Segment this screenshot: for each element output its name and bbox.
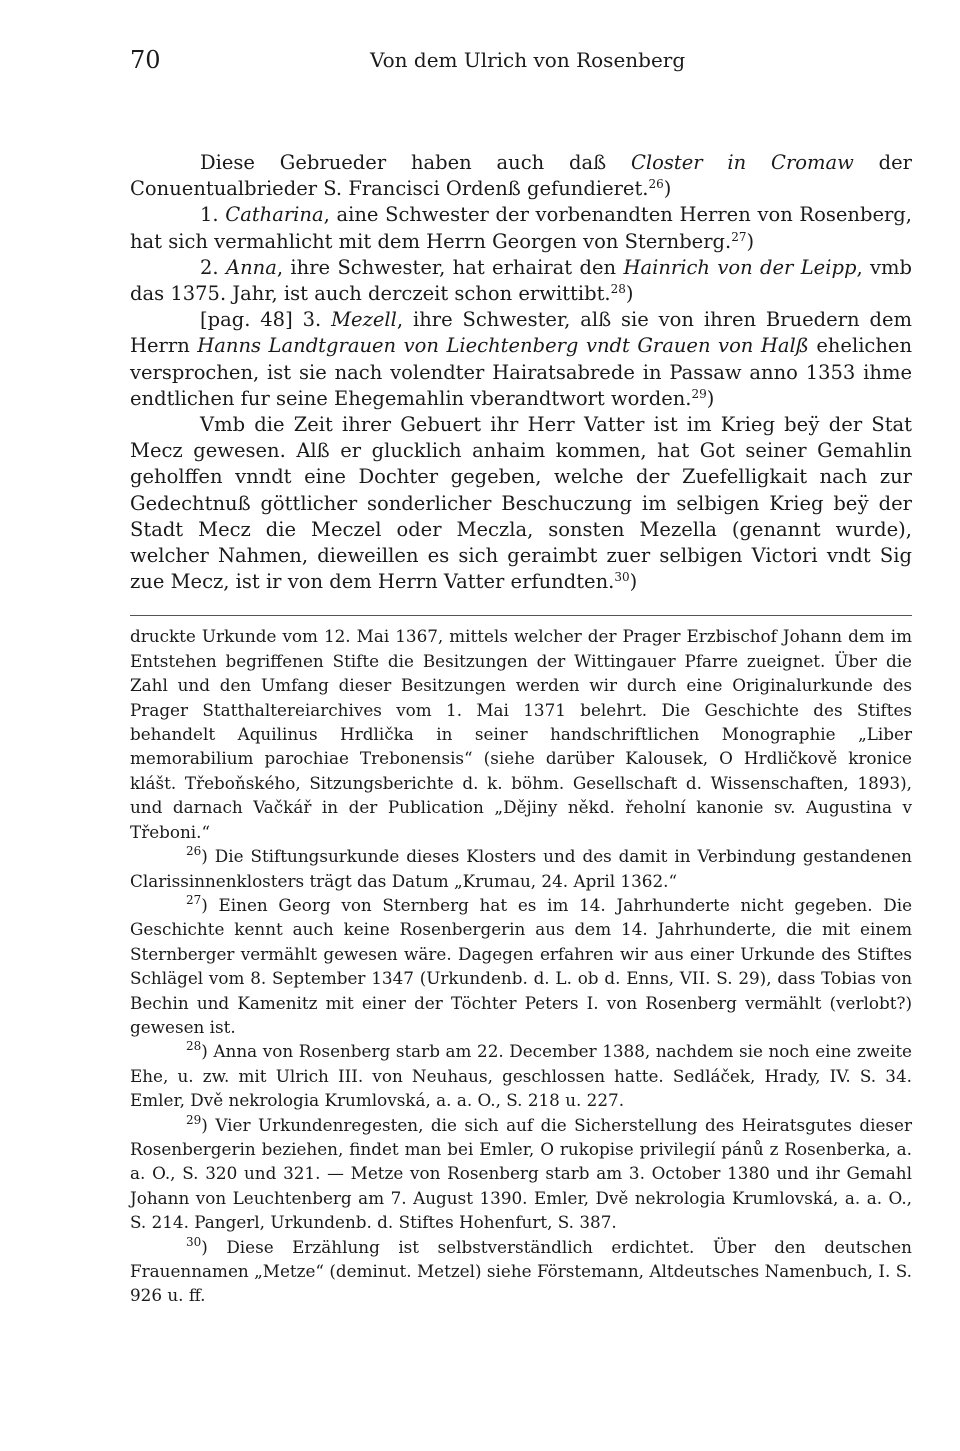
text-run: , ihre Schwester, alß sie von ihren Bruedern dem Herrn [130,308,912,358]
footnote-ref-27: 27 [731,229,747,244]
italic-run: Catharina [225,203,324,227]
text-run: , ihre Schwester, hat erhairat den [276,255,624,279]
footnotes [130,624,912,1307]
paragraph-anna: 2. Anna, ihre Schwester, hat erhairat den Hainrich von der Leipp, vmb das 1375. Jahr, ist auch derczeit schon erwittibt.$^{28}$) [130,255,913,306]
footnote-text: Diese Erzählung ist selbstverständlich erdichtet. Über den deutschen Frauennamen „Metze“ (deminut. Metzel) siehe Förstemann, Altdeutsches Namenbuch, I. S. 926 u. ff. [130,1236,912,1306]
footnote-ref-29: 29 [691,386,707,401]
footnote-text: Einen Georg von Sternberg hat es im 14. Jahrhunderte nicht gegeben. Die Geschichte kennt auch keine Rosenbergerin aus dem 14. Jahrhunderte, die mit einem Sternberger vermählt gewesen wäre. Dagegen erfahren wir aus einer Urkunde des Stiftes Schlägel vom 8. September 1347 (Urkundenb. d. L. ob d. Enns, VII. S. 29), dass Tobias von Bechin und Kamenitz mit einer der Töchter Peters I. von Rosenberg vermählt (verlobt?) gewesen ist. [130,894,912,1037]
page [130,40,912,1308]
text-run: , aine Schwester der vorbenandten Herren von Rosenberg, hat sich vermahlicht mit dem Herrn Georgen von Sternberg. [130,203,912,253]
footnote-ref-30: 30 [614,570,630,585]
footnote-28: $^{28}$) Anna von Rosenberg starb am 22. December 1388, nachdem sie noch eine zweite Ehe, u. zw. mit Ulrich III. von Neuhaus, geschlossen hatte. Sedláček, Hrady, IV. S. 34. Emler, Dvě nekrologia Krumlovská, a. a. O., S. 218 u. 227. [130,1039,912,1111]
italic-run: Closter in Cromaw [631,151,854,174]
text-run: ehelichen versprochen, ist sie nach volendter Hairatsabrede in Passaw anno 1353 ihme endtlichen fur seine Ehegemahlin vberandtwort worden. [130,334,913,410]
italic-run: Mezell [331,308,397,332]
running-title: Von dem Ulrich von Rosenberg [370,48,686,72]
footnote-27: $^{27}$) Einen Georg von Sternberg hat es im 14. Jahrhunderte nicht gegeben. Die Geschichte kennt auch keine Rosenbergerin aus dem 14. Jahrhunderte, die mit einem Sternberger vermählt gewesen wäre. Dagegen erfahren wir aus einer Urkunde des Stiftes Schlägel vom 8. September 1347 (Urkundenb. d. L. ob d. Enns, VII. S. 29), dass Tobias von Bechin und Kamenitz mit einer der Töchter Peters I. von Rosenberg vermählt (verlobt?) gewesen ist. [130,892,912,1037]
page-number: 70 [130,46,161,74]
footnote-ref-26: 26 [648,177,664,192]
footnote-number: 30 [186,1234,202,1249]
paragraph-closter: Diese Gebrueder haben auch daß Closter in Cromaw der Conuentualbrieder S. Francisci Ordenß gefundieret.$^{26}$) [130,151,912,201]
footnote-29: $^{29}$) Vier Urkundenregesten, die sich auf die Sicherstellung des Heiratsgutes dieser Rosenbergerin beziehen, findet man bei Emler, O rukopise privilegií pánů z Rosenberka, a. a. O., S. 320 und 321. — Metze von Rosenberg starb am 3. October 1380 und ihr Gemahl Johann von Leuchtenberg am 7. August 1390. Emler, Dvě nekrologia Krumlovská, a. a. O., S. 214. Pangerl, Urkundenb. d. Stiftes Hohenfurt, S. 387. [130,1112,912,1233]
page-header [130,40,912,80]
footnote-continued: druckte Urkunde vom 12. Mai 1367, mittels welcher der Prager Erzbischof Johann dem im Entstehen begriffenen Stifte die Besitzungen der Wittingauer Pfarre zueignet. Über die Zahl und den Umfang dieser Besitzungen werden wir durch eine Originalurkunde des Prager Statthaltereiarchives vom 1. Mai 1371 belehrt. Die Geschichte des Stiftes behandelt Aquilinus Hrdlička in seiner handschriftlichen Monographie „Liber memorabilium parochiae Trebonensis“ (siehe darüber Kalousek, O Hrdličkově kronice klášt. Třeboňského, Sitzungsberichte d. k. böhm. Gesellschaft d. Wissenschaften, 1893), und darnach Vačkář in der Publication „Dějiny někd. řeholní kanonie sv. Augustina v Třeboni.“ [130,626,912,842]
text-run: Vmb die Zeit ihrer Gebuert ihr Herr Vatter ist im Krieg beӱ der Stat Mecz gewesen. Alß er glucklich anhaim kommen, hat Got seiner Gemahlin geholffen vnndt eine Dochter gegeben, welche der Zuefelligkait nach zur Gedechtnuß göttlicher sonderlicher Beschuczung im selbigen Krieg beӱ der Stadt Mecz die Meczel oder Meczla, sonsten Mezella (genannt wurde), welcher Nahmen, dieweillen es sich geraimbt zuer selbigen Victori vndt Sig zue Mecz, ist ir von dem Herrn Vatter erfundten. [130,413,912,594]
footnote-text: Die Stiftungsurkunde dieses Klosters und des damit in Verbindung gestandenen Clarissinnenklosters trägt das Datum „Krumau, 24. April 1362.“ [130,846,912,891]
footnote-text: Anna von Rosenberg starb am 22. December 1388, nachdem sie noch eine zweite Ehe, u. zw. mit Ulrich III. von Neuhaus, geschlossen hatte. Sedláček, Hrady, IV. S. 34. Emler, Dvě nekrologia Krumlovská, a. a. O., S. 218 u. 227. [130,1041,912,1111]
paragraph-mezell: [pag. 48] 3. Mezell, ihre Schwester, alß sie von ihren Bruedern dem Herrn Hanns Landtgrauen von Liechtenberg vndt Grauen von Halß ehelichen versprochen, ist sie nach volendter Hairatsabrede in Passaw anno 1353 ihme endtlichen fur seine Ehegemahlin vberandtwort worden.$^{29}$) [130,308,913,410]
footnote-30: $^{30}$) Diese Erzählung ist selbstverständlich erdichtet. Über den deutschen Frauennamen „Metze“ (deminut. Metzel) siehe Förstemann, Altdeutsches Namenbuch, I. S. 926 u. ff. [130,1234,912,1306]
footnote-number: 29 [186,1112,202,1127]
footnote-number: 28 [186,1039,202,1054]
footnote-number: 27 [186,892,202,907]
footnote-ref-28: 28 [610,282,626,297]
text-run: , vmb das 1375. Jahr, ist auch derczeit schon erwittibt. [130,255,913,306]
italic-run: Hainrich von der Leipp [623,255,857,279]
footnote-26: $^{26}$) Die Stiftungsurkunde dieses Klosters und des damit in Verbindung gestandenen Clarissinnenklosters trägt das Datum „Krumau, 24. April 1362.“ [130,844,912,891]
text-run: 1. [200,203,226,227]
text-run: [pag. 48] 3. [200,308,332,332]
text-run: der Conuentualbrieder S. Francisci Ordenß gefundieret. [130,151,912,201]
paragraph-mecz: Vmb die Zeit ihrer Gebuert ihr Herr Vatter ist im Krieg beӱ der Stat Mecz gewesen. Alß er glucklich anhaim kommen, hat Got seiner Gemahlin geholffen vnndt eine Dochter gegeben, welche der Zuefelligkait nach zur Gedechtnuß göttlicher sonderlicher Beschuczung im selbigen Krieg beӱ der Stadt Mecz die Meczel oder Meczla, sonsten Mezella (genannt wurde), welcher Nahmen, dieweillen es sich geraimbt zuer selbigen Victori vndt Sig zue Mecz, ist ir von dem Herrn Vatter erfundten.$^{30}$) [130,413,912,594]
main-text [130,150,912,595]
italic-run: Anna [226,255,277,279]
footnote-text: Vier Urkundenregesten, die sich auf die Sicherstellung des Heiratsgutes dieser Rosenbergerin beziehen, findet man bei Emler, O rukopise privilegií pánů z Rosenberka, a. a. O., S. 320 und 321. — Metze von Rosenberg starb am 3. October 1380 und ihr Gemahl Johann von Leuchtenberg am 7. August 1390. Emler, Dvě nekrologia Krumlovská, a. a. O., S. 214. Pangerl, Urkundenb. d. Stiftes Hohenfurt, S. 387. [130,1114,912,1233]
text-run: Diese Gebrueder haben auch daß [200,151,631,174]
paragraph-catharina: 1. Catharina, aine Schwester der vorbenandten Herren von Rosenberg, hat sich vermahlicht mit dem Herrn Georgen von Sternberg.$^{27}$) [130,203,912,253]
footnote-divider [130,615,912,616]
italic-run: Hanns Landtgrauen von Liechtenberg vndt Grauen von Halß [197,334,809,358]
footnote-number: 26 [186,844,202,859]
text-run: 2. [200,255,226,279]
